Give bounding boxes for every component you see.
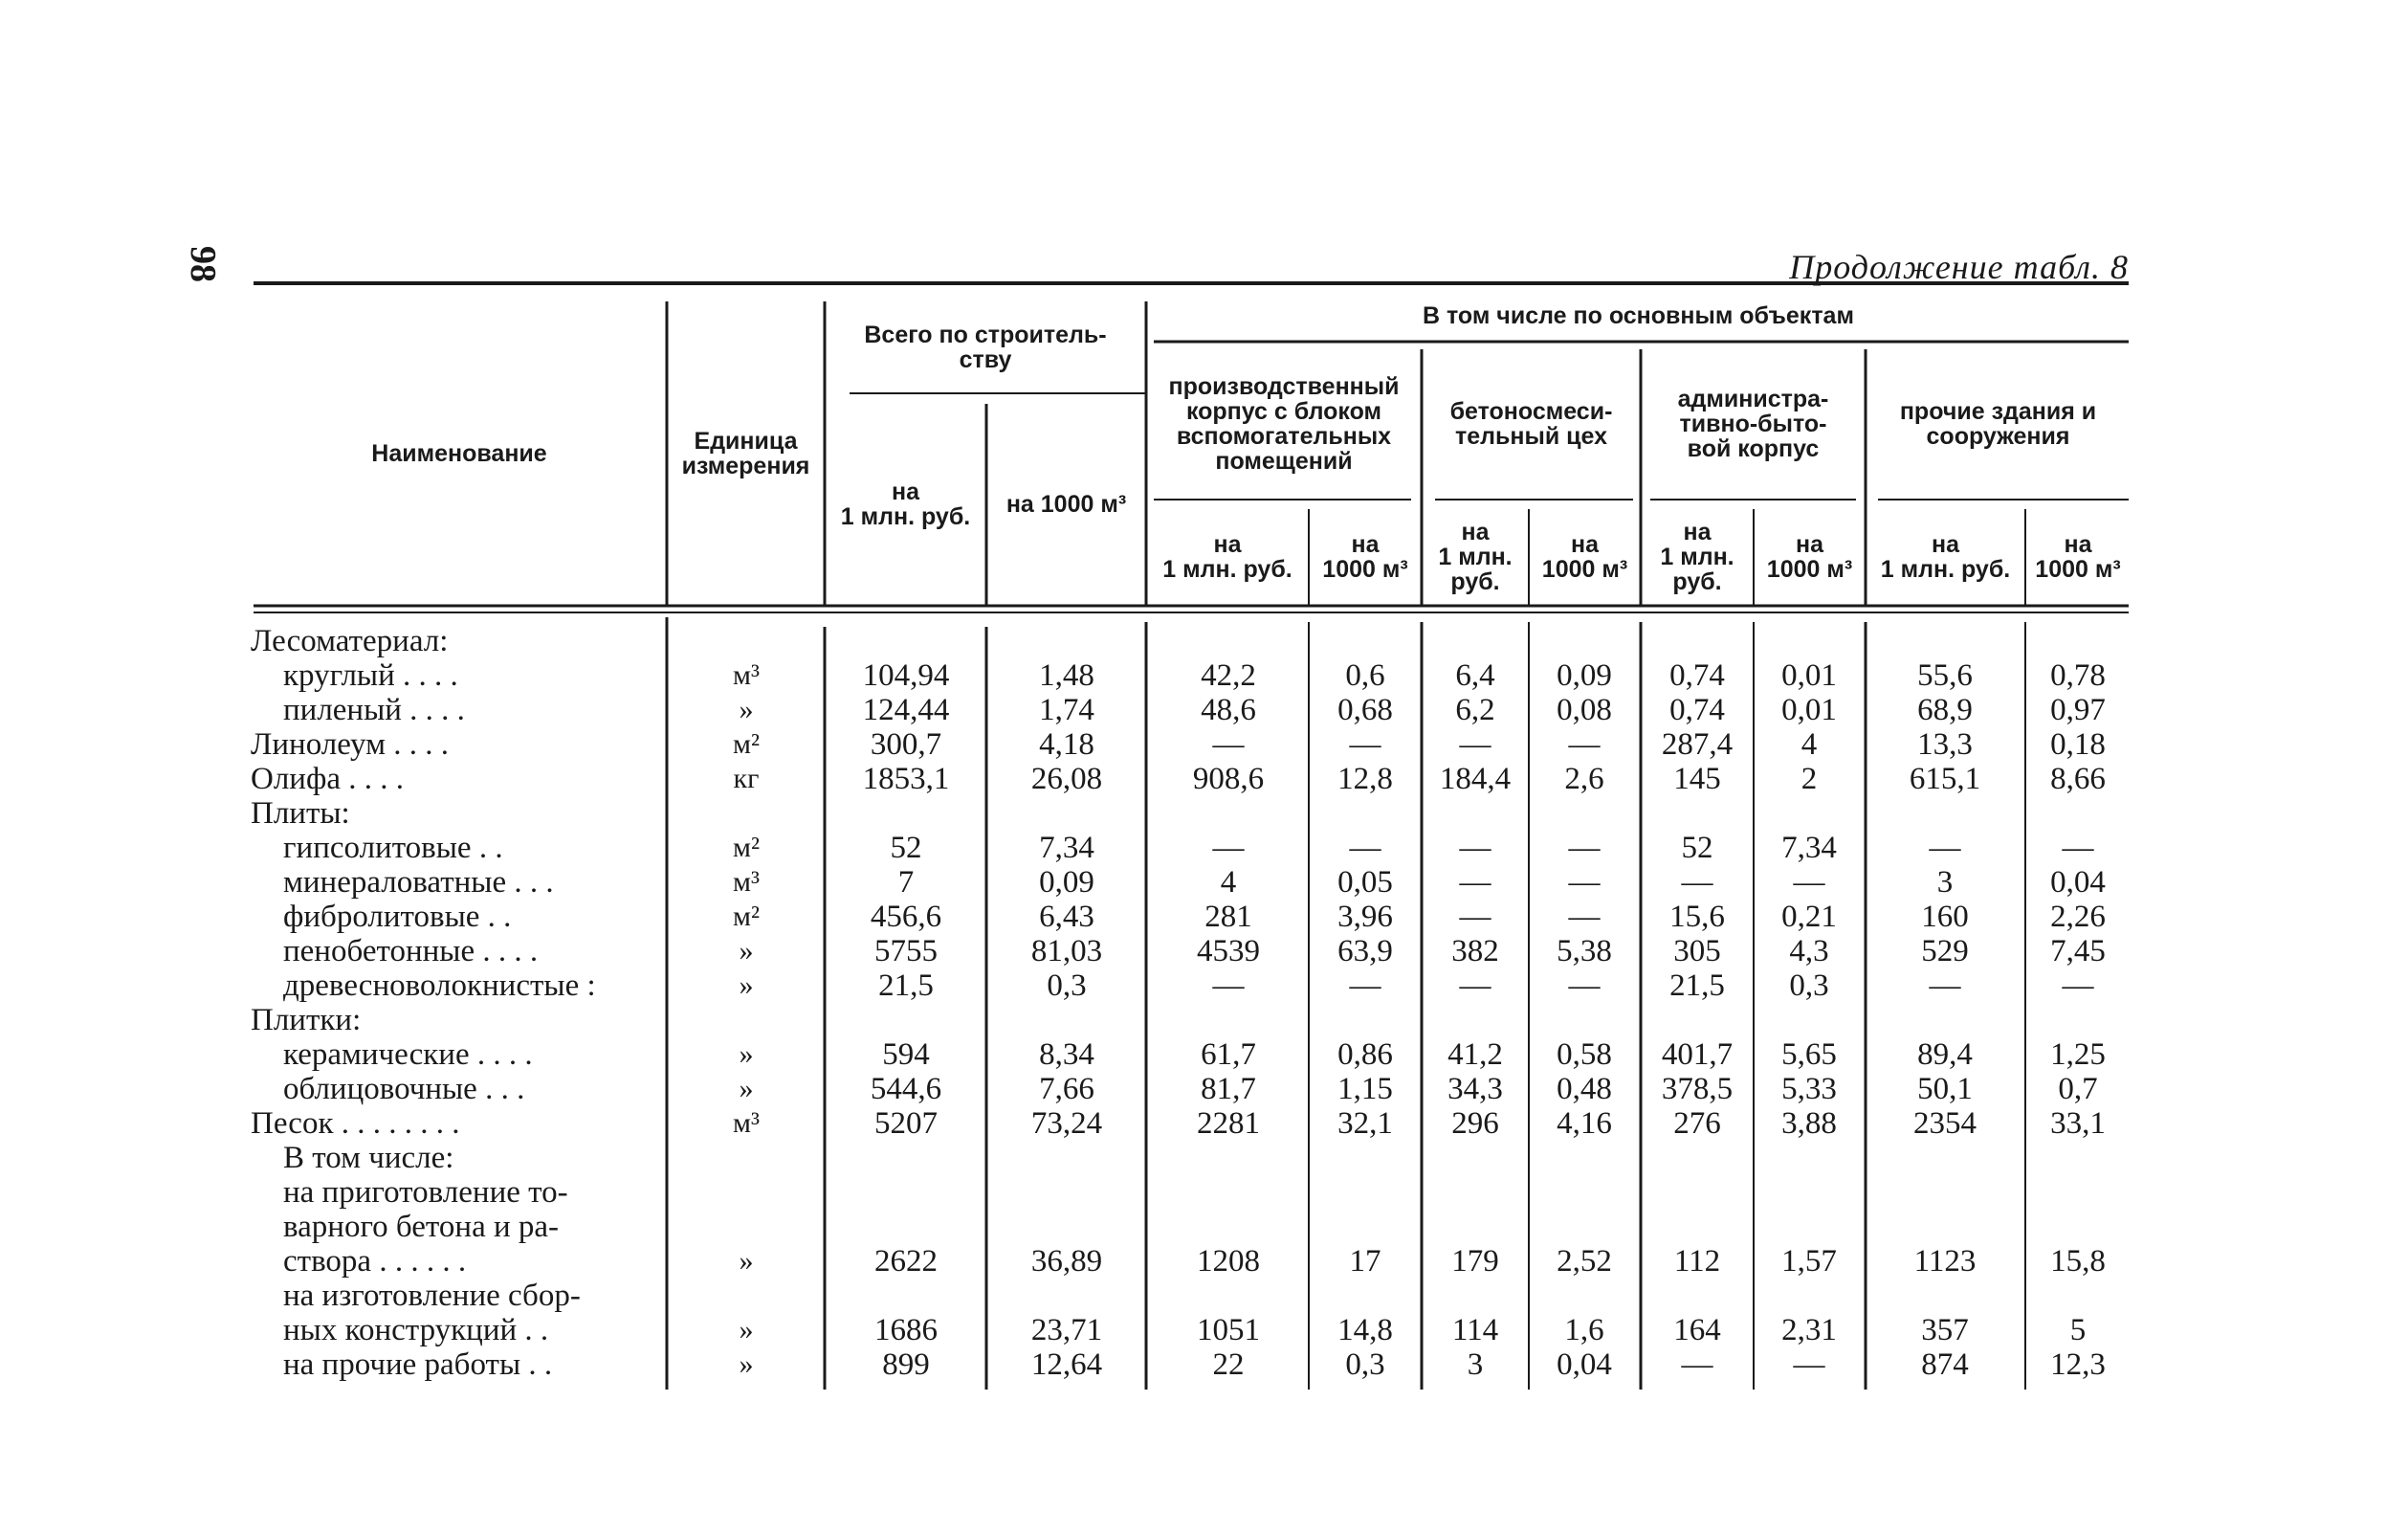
cell-production-per-mln: 4539: [1197, 934, 1260, 968]
cell-total-per-1000: 26,08: [1030, 762, 1103, 796]
cell-other-per-mln: 357: [1921, 1313, 1969, 1347]
row-name: облицовочные . . .: [283, 1072, 525, 1106]
cell-production-per-1000: —: [1349, 831, 1381, 865]
row-unit: »: [739, 1038, 754, 1070]
cell-total-per-mln: 124,44: [862, 693, 950, 727]
cell-concrete-per-1000: —: [1568, 831, 1601, 865]
cell-production-per-mln: 48,6: [1201, 693, 1256, 727]
cell-concrete-per-mln: —: [1459, 831, 1491, 865]
cell-production-per-mln: 4: [1220, 865, 1237, 900]
cell-total-per-mln: 1686: [874, 1313, 938, 1347]
cell-admin-per-mln: 52: [1681, 831, 1713, 865]
row-name: пенобетонные . . . .: [283, 934, 539, 968]
cell-production-per-1000: 0,05: [1337, 865, 1393, 900]
row-unit: »: [739, 694, 754, 725]
header-production-per-1000: на 1000 м³: [1322, 530, 1408, 583]
cell-production-per-1000: —: [1349, 968, 1381, 1003]
cell-total-per-1000: 12,64: [1030, 1347, 1103, 1382]
cell-total-per-mln: 899: [882, 1347, 930, 1382]
cell-admin-per-mln: 378,5: [1661, 1072, 1734, 1106]
cell-concrete-per-1000: 0,04: [1557, 1347, 1612, 1382]
cell-other-per-1000: 0,97: [2050, 693, 2106, 727]
cell-concrete-per-1000: 2,52: [1557, 1244, 1612, 1279]
cell-concrete-per-1000: —: [1568, 900, 1601, 934]
row-unit: »: [739, 1314, 754, 1346]
row-name: Плитки:: [251, 1003, 362, 1037]
cell-production-per-mln: 22: [1212, 1347, 1245, 1382]
row-name: гипсолитовые . .: [283, 831, 503, 865]
cell-other-per-mln: 1123: [1913, 1244, 1977, 1279]
cell-concrete-per-mln: 41,2: [1447, 1037, 1503, 1072]
row-unit: »: [739, 1245, 754, 1277]
cell-admin-per-1000: 7,34: [1781, 831, 1837, 865]
row-unit: »: [739, 935, 754, 967]
cell-production-per-1000: 14,8: [1337, 1313, 1393, 1347]
cell-total-per-1000: 23,71: [1030, 1313, 1103, 1347]
row-name: на прочие работы . .: [283, 1347, 553, 1382]
cell-concrete-per-mln: 6,4: [1455, 658, 1495, 693]
cell-concrete-per-mln: 34,3: [1447, 1072, 1503, 1106]
cell-admin-per-1000: 4,3: [1789, 934, 1829, 968]
cell-total-per-mln: 544,6: [870, 1072, 942, 1106]
cell-concrete-per-1000: 1,6: [1564, 1313, 1604, 1347]
cell-admin-per-mln: 305: [1673, 934, 1721, 968]
cell-total-per-mln: 52: [890, 831, 922, 865]
header-concrete-per-mln: на 1 млн. руб.: [1438, 518, 1513, 595]
header-name: Наименование: [371, 440, 547, 467]
cell-production-per-1000: —: [1349, 727, 1381, 762]
header-other-per-1000: на 1000 м³: [2035, 530, 2121, 583]
cell-production-per-mln: 61,7: [1201, 1037, 1256, 1072]
cell-other-per-mln: 3: [1936, 865, 1954, 900]
cell-total-per-1000: 73,24: [1030, 1106, 1103, 1141]
row-name: ных конструкций . .: [283, 1313, 549, 1347]
header-objects-group: В том числе по основным объектам: [1423, 302, 1854, 329]
cell-admin-per-1000: 1,57: [1781, 1244, 1837, 1279]
header-obj-admin: администра- тивно-быто- вой корпус: [1677, 385, 1829, 462]
cell-total-per-mln: 456,6: [870, 900, 942, 934]
cell-admin-per-mln: 401,7: [1661, 1037, 1734, 1072]
cell-admin-per-1000: 5,33: [1781, 1072, 1837, 1106]
row-name: створа . . . . . .: [283, 1244, 467, 1279]
cell-other-per-1000: 2,26: [2050, 900, 2106, 934]
cell-other-per-mln: 874: [1921, 1347, 1969, 1382]
cell-total-per-1000: 1,48: [1039, 658, 1094, 693]
cell-total-per-mln: 5207: [874, 1106, 938, 1141]
header-obj-production: производственный корпус с блоком вспомогательных помещений: [1168, 372, 1400, 475]
cell-admin-per-mln: 287,4: [1661, 727, 1734, 762]
cell-production-per-mln: —: [1212, 727, 1245, 762]
cell-admin-per-1000: 3,88: [1781, 1106, 1837, 1141]
header-other-per-mln: на 1 млн. руб.: [1880, 530, 2011, 583]
cell-admin-per-mln: 112: [1673, 1244, 1721, 1279]
cell-total-per-1000: 7,34: [1039, 831, 1094, 865]
header-unit: Единица измерения: [681, 428, 810, 479]
row-name: Плиты:: [251, 796, 350, 831]
cell-other-per-mln: 160: [1921, 900, 1969, 934]
cell-concrete-per-1000: —: [1568, 968, 1601, 1003]
cell-concrete-per-1000: —: [1568, 727, 1601, 762]
cell-concrete-per-mln: —: [1459, 900, 1491, 934]
header-concrete-per-1000: на 1000 м³: [1541, 530, 1628, 583]
cell-admin-per-1000: 0,21: [1781, 900, 1837, 934]
cell-total-per-1000: 8,34: [1039, 1037, 1094, 1072]
cell-admin-per-1000: 2: [1800, 762, 1818, 796]
cell-concrete-per-mln: —: [1459, 968, 1491, 1003]
cell-admin-per-mln: 164: [1673, 1313, 1721, 1347]
row-name: В том числе:: [283, 1141, 454, 1175]
cell-concrete-per-1000: 2,6: [1564, 762, 1604, 796]
cell-admin-per-mln: 276: [1673, 1106, 1721, 1141]
cell-concrete-per-1000: 0,58: [1557, 1037, 1612, 1072]
cell-total-per-mln: 5755: [874, 934, 938, 968]
cell-concrete-per-mln: 3: [1467, 1347, 1484, 1382]
row-unit: м²: [733, 728, 760, 760]
cell-admin-per-mln: 145: [1673, 762, 1721, 796]
cell-production-per-1000: 0,3: [1345, 1347, 1385, 1382]
cell-total-per-1000: 1,74: [1039, 693, 1094, 727]
header-admin-per-1000: на 1000 м³: [1766, 530, 1853, 583]
row-unit: »: [739, 1073, 754, 1104]
row-name: на приготовление то-: [283, 1175, 568, 1210]
cell-total-per-mln: 300,7: [870, 727, 942, 762]
row-unit: м³: [733, 659, 760, 691]
header-total-per-1000: на 1000 м³: [1005, 490, 1127, 518]
cell-admin-per-1000: 0,01: [1781, 693, 1837, 727]
table-caption: Продолжение табл. 8: [1789, 248, 2129, 286]
cell-production-per-mln: 1208: [1197, 1244, 1260, 1279]
cell-other-per-mln: 55,6: [1917, 658, 1973, 693]
cell-other-per-1000: —: [2062, 831, 2094, 865]
cell-admin-per-mln: 21,5: [1669, 968, 1725, 1003]
row-name: на изготовление сбор-: [283, 1279, 581, 1313]
cell-other-per-mln: 89,4: [1917, 1037, 1973, 1072]
page-number: 98: [183, 246, 223, 282]
cell-other-per-mln: 615,1: [1909, 762, 1981, 796]
cell-concrete-per-1000: 0,09: [1557, 658, 1612, 693]
cell-concrete-per-mln: 382: [1451, 934, 1499, 968]
cell-concrete-per-1000: —: [1568, 865, 1601, 900]
row-unit: м²: [733, 832, 760, 863]
header-total-group: Всего по строитель- ству: [864, 322, 1107, 373]
cell-concrete-per-1000: 5,38: [1557, 934, 1612, 968]
cell-concrete-per-1000: 0,48: [1557, 1072, 1612, 1106]
cell-other-per-1000: 15,8: [2050, 1244, 2106, 1279]
cell-production-per-mln: —: [1212, 968, 1245, 1003]
cell-concrete-per-mln: —: [1459, 727, 1491, 762]
row-name: круглый . . . .: [283, 658, 458, 693]
cell-total-per-1000: 6,43: [1039, 900, 1094, 934]
cell-other-per-1000: 0,7: [2058, 1072, 2098, 1106]
row-unit: »: [739, 969, 754, 1001]
cell-concrete-per-mln: 6,2: [1455, 693, 1495, 727]
cell-other-per-mln: 13,3: [1917, 727, 1973, 762]
cell-production-per-1000: 12,8: [1337, 762, 1393, 796]
cell-other-per-mln: 529: [1921, 934, 1969, 968]
cell-production-per-1000: 0,86: [1337, 1037, 1393, 1072]
cell-total-per-mln: 1853,1: [862, 762, 950, 796]
cell-other-per-1000: 0,04: [2050, 865, 2106, 900]
header-total-per-mln: на 1 млн. руб.: [840, 478, 971, 530]
cell-concrete-per-1000: 4,16: [1557, 1106, 1612, 1141]
row-unit: м³: [733, 1107, 760, 1139]
row-name: пиленый . . . .: [283, 693, 465, 727]
cell-other-per-1000: 0,78: [2050, 658, 2106, 693]
row-name: минераловатные . . .: [283, 865, 554, 900]
cell-other-per-1000: 7,45: [2050, 934, 2106, 968]
cell-other-per-1000: 12,3: [2050, 1347, 2106, 1382]
cell-other-per-1000: 8,66: [2050, 762, 2106, 796]
cell-production-per-1000: 32,1: [1337, 1106, 1393, 1141]
header-obj-other: прочие здания и сооружения: [1899, 397, 2097, 450]
cell-concrete-per-mln: 114: [1451, 1313, 1499, 1347]
cell-total-per-1000: 4,18: [1039, 727, 1094, 762]
cell-concrete-per-1000: 0,08: [1557, 693, 1612, 727]
cell-production-per-mln: 908,6: [1192, 762, 1265, 796]
header-obj-concrete: бетоносмеси- тельный цех: [1449, 397, 1613, 450]
header-production-per-mln: на 1 млн. руб.: [1162, 530, 1292, 583]
cell-other-per-mln: 50,1: [1917, 1072, 1973, 1106]
cell-other-per-1000: 1,25: [2050, 1037, 2106, 1072]
row-unit: м²: [733, 901, 760, 932]
cell-production-per-mln: 1051: [1197, 1313, 1260, 1347]
cell-admin-per-1000: —: [1793, 865, 1825, 900]
cell-admin-per-1000: 0,01: [1781, 658, 1837, 693]
cell-admin-per-1000: 4: [1800, 727, 1818, 762]
cell-admin-per-1000: —: [1793, 1347, 1825, 1382]
row-name: варного бетона и ра-: [283, 1210, 560, 1244]
row-unit: м³: [733, 866, 760, 898]
cell-total-per-1000: 36,89: [1030, 1244, 1103, 1279]
cell-other-per-1000: 5: [2069, 1313, 2087, 1347]
cell-total-per-1000: 7,66: [1039, 1072, 1094, 1106]
cell-production-per-mln: 42,2: [1201, 658, 1256, 693]
cell-other-per-mln: —: [1929, 968, 1961, 1003]
cell-admin-per-1000: 0,3: [1789, 968, 1829, 1003]
row-name: керамические . . . .: [283, 1037, 533, 1072]
cell-other-per-mln: 2354: [1913, 1106, 1977, 1141]
cell-total-per-1000: 81,03: [1030, 934, 1103, 968]
cell-other-per-1000: 33,1: [2050, 1106, 2106, 1141]
cell-admin-per-1000: 2,31: [1781, 1313, 1837, 1347]
cell-concrete-per-mln: —: [1459, 865, 1491, 900]
cell-admin-per-mln: 15,6: [1669, 900, 1725, 934]
cell-production-per-1000: 1,15: [1337, 1072, 1393, 1106]
cell-production-per-mln: 281: [1204, 900, 1252, 934]
row-name: Линолеум . . . .: [251, 727, 450, 762]
cell-total-per-mln: 594: [882, 1037, 930, 1072]
cell-admin-per-mln: —: [1681, 1347, 1713, 1382]
cell-production-per-1000: 0,6: [1345, 658, 1385, 693]
cell-total-per-1000: 0,09: [1039, 865, 1094, 900]
cell-total-per-1000: 0,3: [1047, 968, 1087, 1003]
row-name: древесноволокнистые :: [283, 968, 596, 1003]
cell-production-per-1000: 63,9: [1337, 934, 1393, 968]
cell-admin-per-mln: —: [1681, 865, 1713, 900]
cell-concrete-per-mln: 296: [1451, 1106, 1499, 1141]
cell-production-per-1000: 0,68: [1337, 693, 1393, 727]
row-name: Лесоматериал:: [251, 624, 449, 658]
cell-production-per-mln: 2281: [1197, 1106, 1260, 1141]
cell-total-per-mln: 21,5: [878, 968, 934, 1003]
cell-production-per-1000: 3,96: [1337, 900, 1393, 934]
cell-other-per-1000: 0,18: [2050, 727, 2106, 762]
cell-total-per-mln: 2622: [874, 1244, 938, 1279]
row-name: Песок . . . . . . . .: [251, 1106, 460, 1141]
cell-production-per-mln: 81,7: [1201, 1072, 1256, 1106]
cell-admin-per-1000: 5,65: [1781, 1037, 1837, 1072]
row-name: Олифа . . . .: [251, 762, 404, 796]
cell-other-per-1000: —: [2062, 968, 2094, 1003]
header-admin-per-mln: на 1 млн. руб.: [1660, 518, 1734, 595]
row-unit: »: [739, 1348, 754, 1380]
cell-production-per-mln: —: [1212, 831, 1245, 865]
cell-total-per-mln: 7: [897, 865, 915, 900]
cell-concrete-per-mln: 179: [1451, 1244, 1499, 1279]
cell-admin-per-mln: 0,74: [1669, 693, 1725, 727]
cell-admin-per-mln: 0,74: [1669, 658, 1725, 693]
cell-total-per-mln: 104,94: [862, 658, 950, 693]
row-unit: кг: [733, 763, 760, 794]
row-name: фибролитовые . .: [283, 900, 512, 934]
cell-concrete-per-mln: 184,4: [1439, 762, 1512, 796]
cell-other-per-mln: 68,9: [1917, 693, 1973, 727]
cell-production-per-1000: 17: [1349, 1244, 1381, 1279]
cell-other-per-mln: —: [1929, 831, 1961, 865]
